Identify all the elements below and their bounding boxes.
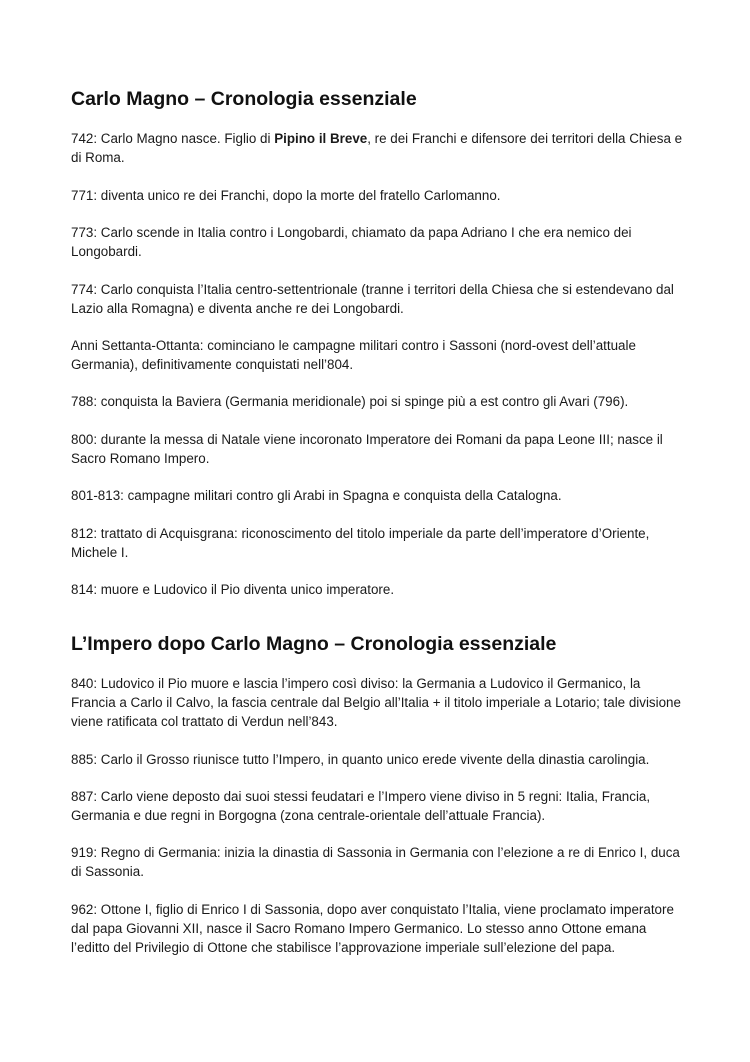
timeline-entry-800: 800: durante la messa di Natale viene incoronato Imperatore dei Romani da papa Leone III; nasce il Sacro Romano Impero. (71, 431, 663, 466)
timeline-entry-840: 840: Ludovico il Pio muore e lascia l’impero così diviso: la Germania a Ludovico il Germanico, la Francia a Carlo il Calvo, la fascia centrale dal Belgio all’Italia + il titolo imperiale a Lotario; tale divisione viene ratificata col trattato di Verdun nell’843. (71, 676, 681, 730)
timeline-entry-887: 887: Carlo viene deposto dai suoi stessi feudatari e l’Impero viene diviso in 5 regni: Italia, Francia, Germania e due regni in Borgogna (zona centrale-orientale dell’attuale Francia). (71, 789, 651, 824)
timeline-entry-774: 774: Carlo conquista l’Italia centro-settentrionale (tranne i territori della Chiesa che si estendevano dal Lazio alla Romagna) e diventa anche re dei Longobardi. (71, 281, 674, 316)
timeline-entry-962: 962: Ottone I, figlio di Enrico I di Sassonia, dopo aver conquistato l’Italia, viene proclamato imperatore dal papa Giovanni XII, nasce il Sacro Romano Impero Germanico. Lo stesso anno Ottone emana l’editto del Privilegio di Ottone che stabilisce l’approvazione imperiale sull’elezione del papa. (71, 901, 674, 955)
timeline-entry-812: 812: trattato di Acquisgrana: riconoscimento del titolo imperiale da parte dell’imperatore d’Oriente, Michele I. (71, 525, 650, 560)
timeline-entry-773: 773: Carlo scende in Italia contro i Longobardi, chiamato da papa Adriano I che era nemico dei Longobardi. (71, 225, 632, 260)
timeline-entry-885: 885: Carlo il Grosso riunisce tutto l’Impero, in quanto unico erede vivente della dinastia carolingia. (71, 751, 650, 767)
section-carlo-magno (71, 88, 684, 599)
timeline-entry-801-813: 801-813: campagne militari contro gli Arabi in Spagna e conquista della Catalogna. (71, 488, 562, 504)
timeline-entry-919: 919: Regno di Germania: inizia la dinastia di Sassonia in Germania con l’elezione a re di Enrico I, duca di Sassonia. (71, 845, 680, 880)
timeline-entry-742 (71, 129, 684, 167)
section-title: L’Impero dopo Carlo Magno – Cronologia essenziale (71, 632, 557, 655)
entry-bold-name: Pipino il Breve (274, 131, 368, 147)
entry-text-before-bold: 742: Carlo Magno nasce. Figlio di (71, 131, 275, 147)
section-impero-dopo-carlo-magno (71, 633, 684, 957)
timeline-entry-814: 814: muore e Ludovico il Pio diventa unico imperatore. (71, 581, 395, 597)
timeline-entry-771: 771: diventa unico re dei Franchi, dopo la morte del fratello Carlomanno. (71, 187, 501, 203)
section-title: Carlo Magno – Cronologia essenziale (71, 88, 417, 110)
timeline-entry-788: 788: conquista la Baviera (Germania meridionale) poi si spinge più a est contro gli Avari (796). (71, 394, 629, 410)
timeline-entry-anni-settanta-ottanta: Anni Settanta-Ottanta: cominciano le campagne militari contro i Sassoni (nord-ovest dell’attuale Germania), definitivamente conquistati nell’804. (71, 337, 636, 372)
entry-text-after-bold: , re dei Franchi e difensore dei territori della Chiesa e di Roma. (71, 131, 683, 166)
